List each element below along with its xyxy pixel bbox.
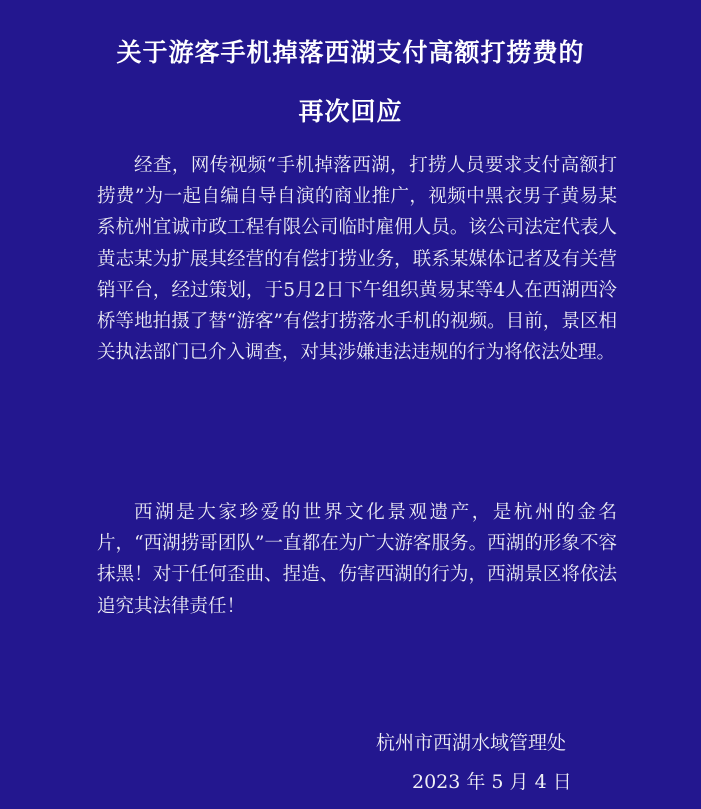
title-line-2: 再次回应 [298,97,403,126]
body-paragraph-1: 经查，网传视频“手机掉落西湖，打捞人员要求支付高额打捞费”为一起自编自导自演的商业推广，视频中黑衣男子黄易某系杭州宜诚市政工程有限公司临时雇佣人员。该公司法定代表人黄志某为扩展其经营的有偿打捞业务，联系某媒体记者及有关营销平台，经过策划，于5月2日下午组织黄易某等4人在西湖西泠桥等地拍摄了替“游客”有偿打捞落水手机的视频。目前，景区相关执法部门已介入调查，对其涉嫌违法违规的行为将依法处理。 [97,155,617,364]
signature-date: 2023 年 5 月 4 日 [412,771,572,793]
title-line-1: 关于游客手机掉落西湖支付高额打捞费的 [116,38,585,67]
signature-organization: 杭州市西湖水域管理处 [376,732,567,754]
body-paragraph-2: 西湖是大家珍爱的世界文化景观遗产，是杭州的金名片，“西湖捞哥团队”一直都在为广大游客服务。西湖的形象不容抹黑！对于任何歪曲、捏造、伤害西湖的行为，西湖景区将依法追究其法律责任！ [97,502,617,617]
